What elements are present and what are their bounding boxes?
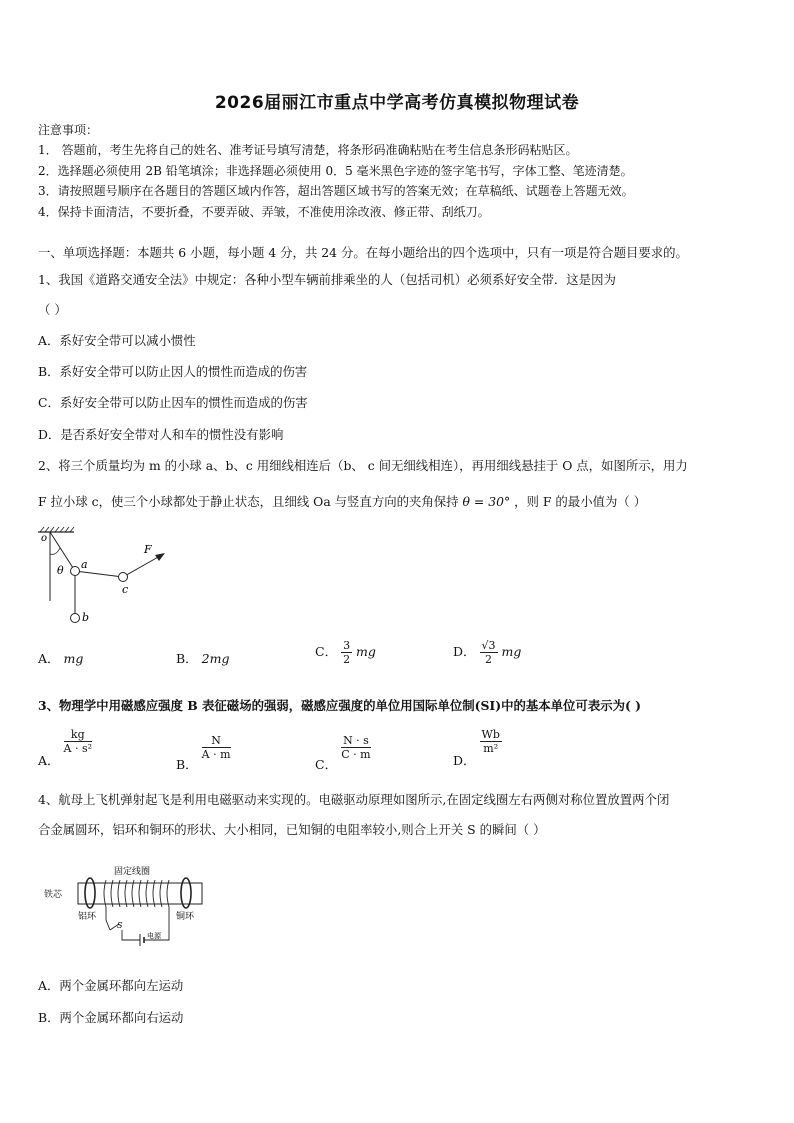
q2-label-o: o — [41, 533, 48, 544]
q2-stem-line1: 2、将三个质量均为 m 的小球 a、b、c 用细线相连后（b、 c 间无细线相连），再用细线悬挂于 O 点，如图所示，用力 — [38, 458, 688, 473]
q2-stem-part1: F 拉小球 c，使三个小球都处于静止状态，且细线 Oa 与竖直方向的夹角保持 — [38, 494, 459, 509]
notice-heading: 注意事项： — [38, 123, 99, 137]
q2-option-d-label: D． — [453, 644, 476, 659]
q2-label-c: c — [122, 583, 129, 596]
q2-label-a: a — [81, 558, 88, 571]
q3-option-a-denominator: A · s² — [63, 742, 93, 755]
q3-option-c-fraction — [341, 734, 371, 761]
exam-title: 2026届丽江市重点中学高考仿真模拟物理试卷 — [214, 93, 580, 113]
q2-option-a-value: mg — [63, 651, 84, 666]
section-heading: 一、单项选择题：本题共 6 小题，每小题 4 分，共 24 分。在每小题给出的四个选项中，只有一项是符合题目要求的。 — [38, 245, 688, 260]
q4-option-a: A．两个金属环都向左运动 — [38, 978, 184, 993]
q2-label-theta: θ — [57, 564, 64, 577]
q3-option-b-label: B． — [176, 757, 198, 772]
q1-option-a: A．系好安全带可以减小惯性 — [38, 333, 196, 348]
q3-option-b-fraction — [202, 734, 231, 761]
q4-label-switch: S — [117, 921, 123, 930]
q4-label-aluminum-ring: 铝环 — [78, 912, 97, 922]
q3-option-b — [176, 734, 231, 773]
q2-option-c-numerator: 3 — [343, 639, 351, 652]
q3-option-a — [38, 728, 92, 769]
q2-option-b — [176, 651, 229, 667]
notice-item-1: 1． 答题前，考生先将自己的姓名、准考证号填写清楚，将条形码准确粘贴在考生信息条形码粘贴区。 — [38, 143, 578, 157]
q2-option-c-label: C． — [315, 644, 338, 659]
q2-diagram — [34, 526, 184, 628]
q1-option-b: B．系好安全带可以防止因人的惯性而造成的伤害 — [38, 364, 308, 379]
q3-option-c — [315, 734, 371, 773]
q3-option-c-label: C． — [315, 757, 338, 772]
q2-option-d-numerator: √3 — [481, 639, 496, 652]
q2-option-b-value: 2mg — [201, 651, 230, 666]
q1-blank: （ ） — [38, 302, 67, 317]
q4-label-core: 铁芯 — [44, 890, 63, 900]
q4-stem-line1: 4、航母上飞机弹射起飞是利用电磁驱动来实现的。电磁驱动原理如图所示,在固定线圈左右两侧对称位置放置两个闭 — [38, 792, 670, 807]
q3-option-d — [453, 728, 502, 769]
q2-option-c-denominator: 2 — [343, 653, 351, 666]
q4-diagram — [44, 858, 214, 946]
q1-stem: 1、我国《道路交通安全法》中规定：各种小型车辆前排乘坐的人（包括司机）必须系好安全带．这是因为 — [38, 272, 616, 287]
q2-option-d — [453, 639, 521, 666]
q2-option-c — [315, 639, 376, 666]
q2-option-d-fraction — [480, 639, 498, 666]
q3-option-d-fraction — [480, 728, 502, 755]
q3-option-a-label: A． — [38, 753, 60, 768]
notice-item-4: 4．保持卡面清洁，不要折叠，不要弄破、弄皱，不准使用涂改液、修正带、刮纸刀。 — [38, 205, 490, 219]
q2-option-d-denominator: 2 — [485, 653, 493, 666]
q2-option-c-unit: mg — [356, 644, 376, 659]
q4-label-coil: 固定线圈 — [114, 867, 151, 877]
q4-stem-line2: 合金属圆环，铝环和铜环的形状、大小相同，已知铜的电阻率较小,则合上开关 S 的瞬间（ ） — [38, 822, 546, 837]
q4-label-copper-ring: 铜环 — [176, 912, 195, 922]
q2-option-d-unit: mg — [501, 644, 522, 659]
q1-option-c: C．系好安全带可以防止因车的惯性而造成的伤害 — [38, 395, 308, 410]
q4-option-b: B．两个金属环都向右运动 — [38, 1010, 184, 1025]
q3-option-b-numerator: N — [202, 734, 231, 748]
q2-stem-line2 — [38, 494, 646, 510]
q3-option-c-numerator: N · s — [343, 734, 369, 747]
q3-option-c-denominator: C · m — [341, 748, 371, 761]
notice-item-2: 2．选择题必须使用 2B 铅笔填涂；非选择题必须使用 0．5 毫米黑色字迹的签字笔书写，字体工整、笔迹清楚。 — [38, 164, 633, 178]
q2-option-a-label: A． — [38, 651, 60, 666]
q2-label-b: b — [82, 611, 90, 624]
notice-item-3: 3．请按照题号顺序在各题目的答题区域内作答，超出答题区域书写的答案无效；在草稿纸、试题卷上答题无效。 — [38, 184, 634, 198]
q2-label-f: F — [144, 543, 152, 556]
q1-option-d: D．是否系好安全带对人和车的惯性没有影响 — [38, 427, 284, 442]
q3-option-a-numerator: kg — [64, 728, 93, 742]
q3-option-a-fraction — [64, 728, 93, 755]
q2-stem-part2: ，则 F 的最小值为（ ） — [514, 494, 647, 509]
q3-option-d-numerator: Wb — [481, 728, 500, 741]
q3-option-d-denominator: m² — [483, 742, 499, 755]
q2-option-b-label: B． — [176, 651, 198, 666]
q3-option-b-denominator: A · m — [201, 748, 231, 761]
q3-stem: 3、物理学中用磁感应强度 B 表征磁场的强弱，磁感应强度的单位用国际单位制(SI)中的基本单位可表示为( ) — [38, 698, 642, 713]
q2-option-a — [38, 651, 83, 667]
q4-label-battery: 电源 — [147, 932, 161, 940]
q3-option-d-label: D． — [453, 753, 476, 768]
q2-theta-value: θ = 30° — [462, 494, 511, 509]
q2-option-c-fraction — [341, 639, 352, 666]
